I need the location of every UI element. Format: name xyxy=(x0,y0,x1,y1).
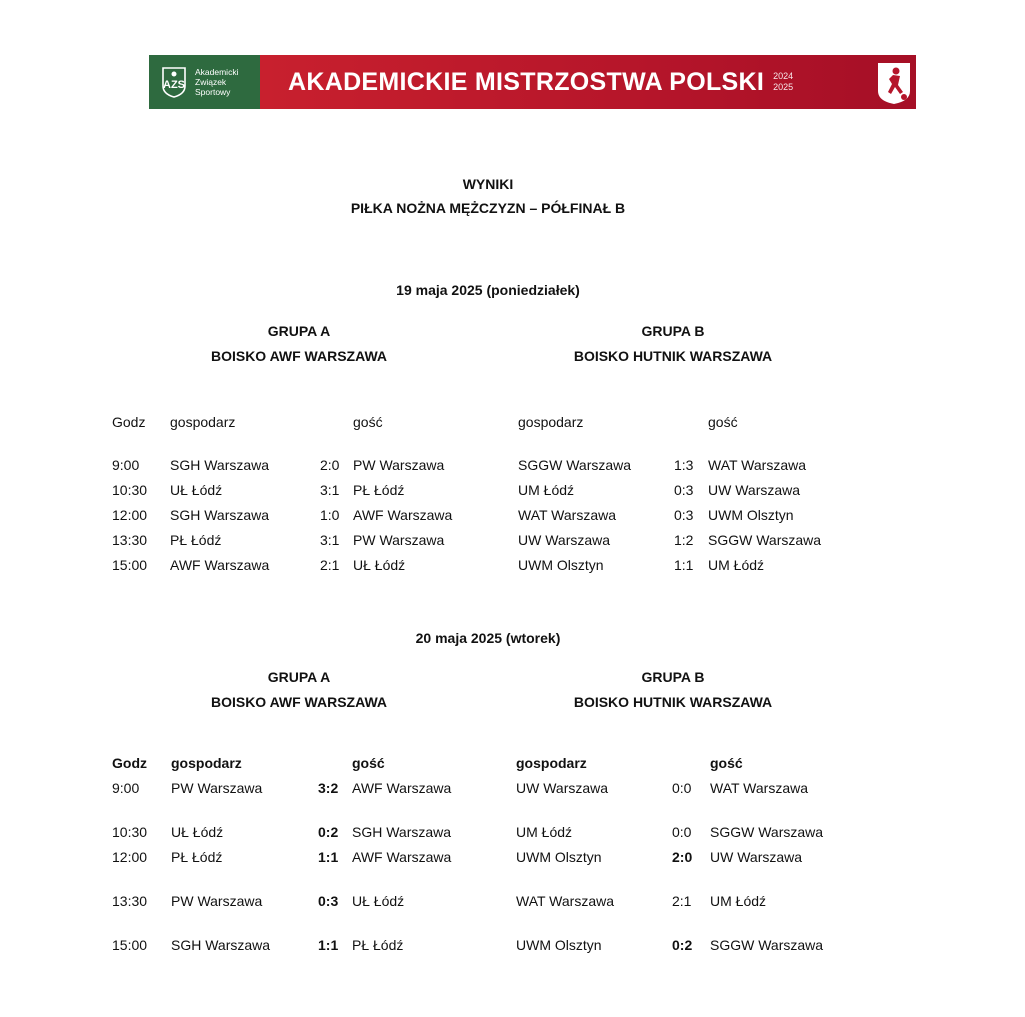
col-header-guest: gość xyxy=(708,414,738,430)
match-time: 15:00 xyxy=(112,937,148,953)
group-a-score: 3:1 xyxy=(320,532,340,548)
group-a-score: 1:1 xyxy=(318,849,339,865)
group-b-host: UWM Olsztyn xyxy=(516,849,602,865)
group-b-host: SGGW Warszawa xyxy=(518,457,632,473)
group-b-host: UW Warszawa xyxy=(516,780,609,796)
group-a-host: AWF Warszawa xyxy=(170,557,270,573)
org-line: Związek xyxy=(195,77,227,87)
col-header-host: gospodarz xyxy=(516,755,587,771)
group-b-guest: WAT Warszawa xyxy=(708,457,807,473)
match-time: 15:00 xyxy=(112,557,148,573)
match-time: 12:00 xyxy=(112,849,148,865)
azs-logo-text xyxy=(195,67,238,97)
group-a-guest: SGH Warszawa xyxy=(352,824,452,840)
football-player-icon xyxy=(876,61,912,105)
banner-title-block xyxy=(260,55,916,109)
group-a-score: 1:0 xyxy=(320,507,340,523)
banner-title: AKADEMICKIE MISTRZOSTWA POLSKI xyxy=(288,67,765,96)
group-b-score: 0:3 xyxy=(674,507,694,523)
group-a-score: 3:1 xyxy=(320,482,340,498)
group-b-host: UW Warszawa xyxy=(518,532,611,548)
group-a-host: SGH Warszawa xyxy=(171,937,271,953)
group-a-host: PW Warszawa xyxy=(171,893,263,909)
match-time: 10:30 xyxy=(112,482,148,498)
group-a-host: PŁ Łódź xyxy=(170,532,222,548)
org-line: Akademicki xyxy=(195,67,239,77)
group-a-host: UŁ Łódź xyxy=(171,824,224,840)
group-a-guest: PŁ Łódź xyxy=(352,937,404,953)
group-b-score: 0:2 xyxy=(672,937,693,953)
group-a-score: 2:1 xyxy=(320,557,340,573)
group-b-score: 1:2 xyxy=(674,532,694,548)
group-a-guest: UŁ Łódź xyxy=(353,557,406,573)
group-b-guest: UM Łódź xyxy=(708,557,765,573)
match-time: 10:30 xyxy=(112,824,148,840)
group-b-score: 1:3 xyxy=(674,457,694,473)
group-b-title: GRUPA B xyxy=(641,323,705,339)
group-b-title: GRUPA B xyxy=(641,669,705,685)
group-b-host: UWM Olsztyn xyxy=(516,937,602,953)
results-heading: WYNIKI xyxy=(462,176,514,192)
group-b-host: UWM Olsztyn xyxy=(518,557,604,573)
col-header-host: gospodarz xyxy=(171,755,242,771)
match-time: 12:00 xyxy=(112,507,148,523)
azs-logo-icon xyxy=(161,66,187,98)
group-b-score: 1:1 xyxy=(674,557,694,573)
group-a-host: SGH Warszawa xyxy=(170,507,270,523)
org-line: Sportowy xyxy=(195,87,231,97)
group-a-guest: AWF Warszawa xyxy=(352,780,452,796)
match-time: 13:30 xyxy=(112,893,148,909)
group-b-venue: BOISKO HUTNIK WARSZAWA xyxy=(573,694,773,710)
match-time: 9:00 xyxy=(112,780,140,796)
group-b-guest: SGGW Warszawa xyxy=(710,824,824,840)
group-b-guest: UW Warszawa xyxy=(708,482,801,498)
col-header-guest: gość xyxy=(352,755,385,771)
group-b-score: 0:0 xyxy=(672,780,692,796)
header-banner xyxy=(149,55,916,109)
group-b-score: 0:3 xyxy=(674,482,694,498)
group-b-guest: SGGW Warszawa xyxy=(708,532,822,548)
banner-years xyxy=(773,71,793,93)
col-header-time: Godz xyxy=(112,414,146,430)
group-a-score: 2:0 xyxy=(320,457,340,473)
group-b-guest: UWM Olsztyn xyxy=(708,507,794,523)
group-b-host: UM Łódź xyxy=(518,482,575,498)
col-header-time: Godz xyxy=(112,755,147,771)
group-a-score: 1:1 xyxy=(318,937,339,953)
group-b-guest: UM Łódź xyxy=(710,893,767,909)
group-b-venue: BOISKO HUTNIK WARSZAWA xyxy=(573,348,773,364)
match-time: 9:00 xyxy=(112,457,140,473)
group-a-venue: BOISKO AWF WARSZAWA xyxy=(210,348,388,364)
col-header-host: gospodarz xyxy=(518,414,584,430)
banner-year: 2024 xyxy=(773,71,794,81)
group-a-score: 0:3 xyxy=(318,893,339,909)
group-b-host: WAT Warszawa xyxy=(518,507,617,523)
group-b-guest: WAT Warszawa xyxy=(710,780,809,796)
group-a-host: PW Warszawa xyxy=(171,780,263,796)
group-a-host: UŁ Łódź xyxy=(170,482,223,498)
group-a-guest: UŁ Łódź xyxy=(352,893,405,909)
group-b-host: WAT Warszawa xyxy=(516,893,615,909)
group-a-guest: AWF Warszawa xyxy=(353,507,453,523)
group-b-score: 2:1 xyxy=(672,893,692,909)
day-date: 20 maja 2025 (wtorek) xyxy=(415,630,561,646)
group-a-guest: PW Warszawa xyxy=(353,457,445,473)
banner-year: 2025 xyxy=(773,82,794,92)
group-a-guest: AWF Warszawa xyxy=(352,849,452,865)
group-a-title: GRUPA A xyxy=(267,323,331,339)
col-header-host: gospodarz xyxy=(170,414,236,430)
competition-title: PIŁKA NOŻNA MĘŻCZYZN – PÓŁFINAŁ B xyxy=(350,200,626,216)
col-header-guest: gość xyxy=(353,414,383,430)
day-date: 19 maja 2025 (poniedziałek) xyxy=(396,282,580,298)
group-a-guest: PW Warszawa xyxy=(353,532,445,548)
match-time: 13:30 xyxy=(112,532,148,548)
svg-text:AZS: AZS xyxy=(163,79,185,91)
group-a-title: GRUPA A xyxy=(267,669,331,685)
group-b-score: 0:0 xyxy=(672,824,692,840)
group-a-host: SGH Warszawa xyxy=(170,457,270,473)
group-a-venue: BOISKO AWF WARSZAWA xyxy=(210,694,388,710)
group-b-score: 2:0 xyxy=(672,849,693,865)
group-a-score: 0:2 xyxy=(318,824,339,840)
group-a-guest: PŁ Łódź xyxy=(353,482,405,498)
azs-logo-block xyxy=(149,55,260,109)
group-b-host: UM Łódź xyxy=(516,824,573,840)
group-a-score: 3:2 xyxy=(318,780,339,796)
group-b-guest: UW Warszawa xyxy=(710,849,803,865)
group-a-host: PŁ Łódź xyxy=(171,849,223,865)
group-b-guest: SGGW Warszawa xyxy=(710,937,824,953)
col-header-guest: gość xyxy=(710,755,743,771)
